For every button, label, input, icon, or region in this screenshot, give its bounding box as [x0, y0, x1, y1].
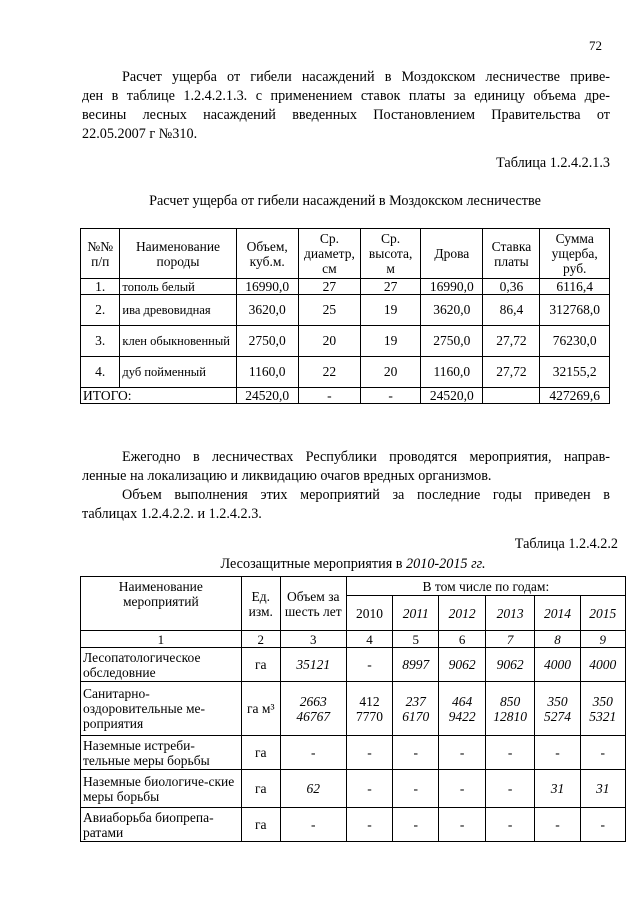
- table1-header: №№ п/п: [81, 229, 120, 279]
- year-header: 2015: [580, 596, 625, 631]
- table-cell: 31: [535, 770, 580, 808]
- table-cell: -: [485, 770, 534, 808]
- table-cell: 3620,0: [421, 295, 483, 326]
- table-cell: 2750,0: [421, 326, 483, 357]
- table-cell: -: [580, 736, 625, 770]
- table-cell: 9062: [439, 648, 485, 682]
- table-cell: га: [241, 770, 280, 808]
- damage-table: [80, 228, 610, 404]
- column-number: 3: [280, 631, 346, 648]
- table-cell: 4.: [81, 357, 120, 388]
- table-cell: га: [241, 736, 280, 770]
- table-cell: -: [535, 736, 580, 770]
- table-cell: Лесопатологическое обследовние: [81, 648, 242, 682]
- table-cell: -: [346, 808, 392, 842]
- intro-line: 22.05.2007 г №310.: [82, 126, 198, 142]
- table2-header-by-years: В том числе по годам:: [346, 577, 625, 596]
- table1-caption: Таблица 1.2.4.2.1.3: [496, 155, 610, 171]
- table-total-row: [81, 388, 610, 404]
- table-cell: 3.: [81, 326, 120, 357]
- table-cell: -: [439, 808, 485, 842]
- table-cell: 62: [280, 770, 346, 808]
- table-cell: -: [535, 808, 580, 842]
- table-cell: Санитарно-оздоровительные ме-роприятия: [81, 682, 242, 736]
- table-cell: 16990,0: [236, 279, 298, 295]
- intro-line: весины лесных насаждений введенных Постановлением Правительства от: [82, 107, 610, 123]
- table2-caption: Таблица 1.2.4.2.2: [514, 536, 618, 552]
- table-cell: 86,4: [483, 295, 540, 326]
- total-label: ИТОГО:: [81, 388, 237, 404]
- table-cell: тополь белый: [120, 279, 236, 295]
- table-cell: 19: [361, 295, 421, 326]
- column-number: 7: [485, 631, 534, 648]
- table-cell: 24520,0: [421, 388, 483, 404]
- table-cell: -: [346, 648, 392, 682]
- table1-title: Расчет ущерба от гибели насаждений в Моздокском лесничестве: [149, 193, 541, 209]
- year-header: 2014: [535, 596, 580, 631]
- table-row: [81, 295, 610, 326]
- table-cell: 19: [361, 326, 421, 357]
- table-cell: 464 9422: [439, 682, 485, 736]
- protection-table: [80, 576, 626, 842]
- table1-header: Ср. высота, м: [361, 229, 421, 279]
- table-cell: 312768,0: [540, 295, 610, 326]
- table-row: [81, 682, 626, 736]
- intro-line: Расчет ущерба от гибели насаждений в Моздокском лесничестве приве-: [122, 69, 610, 85]
- table-cell: Авиаборьба биопрепа-ратами: [81, 808, 242, 842]
- middle-line: таблицах 1.2.4.2.2. и 1.2.4.2.3.: [82, 506, 262, 522]
- table-cell: Наземные истреби-тельные меры борьбы: [81, 736, 242, 770]
- table-cell: 6116,4: [540, 279, 610, 295]
- table-cell: 4000: [535, 648, 580, 682]
- table2-title-years: 2010-2015 гг.: [406, 556, 486, 572]
- table-cell: га: [241, 808, 280, 842]
- year-header: 2011: [393, 596, 439, 631]
- table-cell: -: [298, 388, 360, 404]
- table-cell: 27,72: [483, 326, 540, 357]
- table-cell: 16990,0: [421, 279, 483, 295]
- table1-header: Наименование породы: [120, 229, 236, 279]
- column-number: 9: [580, 631, 625, 648]
- table-cell: 237 6170: [393, 682, 439, 736]
- table-cell: -: [580, 808, 625, 842]
- table-cell: -: [280, 736, 346, 770]
- table1-header-row: [81, 229, 610, 279]
- table-row: [81, 736, 626, 770]
- column-number: 8: [535, 631, 580, 648]
- year-header: 2010: [346, 596, 392, 631]
- table-cell: -: [485, 736, 534, 770]
- table-cell: 20: [361, 357, 421, 388]
- table-cell: 27,72: [483, 357, 540, 388]
- table-cell: 32155,2: [540, 357, 610, 388]
- table-row: [81, 808, 626, 842]
- table-cell: 31: [580, 770, 625, 808]
- table-cell: 350 5274: [535, 682, 580, 736]
- table-cell: 412 7770: [346, 682, 392, 736]
- table-row: [81, 648, 626, 682]
- table-cell: -: [280, 808, 346, 842]
- table-cell: Наземные биологиче-ские меры борьбы: [81, 770, 242, 808]
- column-number: 5: [393, 631, 439, 648]
- year-header: 2012: [439, 596, 485, 631]
- table2-title: [80, 556, 626, 573]
- table-cell: клен обыкновенный: [120, 326, 236, 357]
- table-cell: -: [439, 770, 485, 808]
- middle-line: ленные на локализацию и ликвидацию очагов вредных организмов.: [82, 468, 492, 484]
- table-cell: 22: [298, 357, 360, 388]
- table-cell: дуб пойменный: [120, 357, 236, 388]
- table-cell: 27: [361, 279, 421, 295]
- middle-line: Ежегодно в лесничествах Республики проводятся мероприятия, направ-: [122, 449, 610, 465]
- table-cell: 25: [298, 295, 360, 326]
- table1-header: Сумма ущерба, руб.: [540, 229, 610, 279]
- column-number: 2: [241, 631, 280, 648]
- table-cell: га: [241, 648, 280, 682]
- table-cell: 24520,0: [236, 388, 298, 404]
- table-cell: ива древовидная: [120, 295, 236, 326]
- table2-header-name: Наименование мероприятий: [81, 577, 242, 631]
- table-cell: 76230,0: [540, 326, 610, 357]
- table-cell: 8997: [393, 648, 439, 682]
- table-cell: -: [346, 736, 392, 770]
- table-cell: 1.: [81, 279, 120, 295]
- table-cell: -: [485, 808, 534, 842]
- table-cell: 9062: [485, 648, 534, 682]
- column-number: 1: [81, 631, 242, 648]
- table-cell: 20: [298, 326, 360, 357]
- table-cell: 35121: [280, 648, 346, 682]
- table-cell: 350 5321: [580, 682, 625, 736]
- page-number: 72: [589, 38, 602, 53]
- intro-line: ден в таблице 1.2.4.2.1.3. с применением ставок платы за единицу объема дре-: [82, 88, 610, 104]
- intro-paragraph: [82, 68, 610, 144]
- column-number: 6: [439, 631, 485, 648]
- table1-header: Объем, куб.м.: [236, 229, 298, 279]
- table-cell: -: [393, 808, 439, 842]
- table1-header: Ср. диаметр, см: [298, 229, 360, 279]
- table2-header-row: [81, 577, 626, 596]
- table-cell: 850 12810: [485, 682, 534, 736]
- table-row: [81, 279, 610, 295]
- table-cell: -: [439, 736, 485, 770]
- table2-title-prefix: Лесозащитные мероприятия в: [220, 556, 407, 572]
- table2-column-numbers: [81, 631, 626, 648]
- table1-header: Ставка платы: [483, 229, 540, 279]
- table-cell: -: [393, 736, 439, 770]
- table-cell: 4000: [580, 648, 625, 682]
- column-number: 4: [346, 631, 392, 648]
- table2-header-volume: Объем за шесть лет: [280, 577, 346, 631]
- table-cell: 2.: [81, 295, 120, 326]
- table-cell: 2750,0: [236, 326, 298, 357]
- table2-header-unit: Ед. изм.: [241, 577, 280, 631]
- table-row: [81, 357, 610, 388]
- table-row: [81, 326, 610, 357]
- middle-paragraph: [82, 448, 610, 524]
- year-header: 2013: [485, 596, 534, 631]
- table1-header: Дрова: [421, 229, 483, 279]
- table-cell: 1160,0: [236, 357, 298, 388]
- table-cell: -: [393, 770, 439, 808]
- table-cell: 427269,6: [540, 388, 610, 404]
- table-cell: 3620,0: [236, 295, 298, 326]
- table-cell: -: [346, 770, 392, 808]
- table-cell: 27: [298, 279, 360, 295]
- table-cell: га м³: [241, 682, 280, 736]
- table-cell: -: [361, 388, 421, 404]
- table-cell: 1160,0: [421, 357, 483, 388]
- table-cell: [483, 388, 540, 404]
- table-cell: 0,36: [483, 279, 540, 295]
- table-row: [81, 770, 626, 808]
- middle-line: Объем выполнения этих мероприятий за последние годы приведен в: [122, 487, 610, 503]
- table-cell: 2663 46767: [280, 682, 346, 736]
